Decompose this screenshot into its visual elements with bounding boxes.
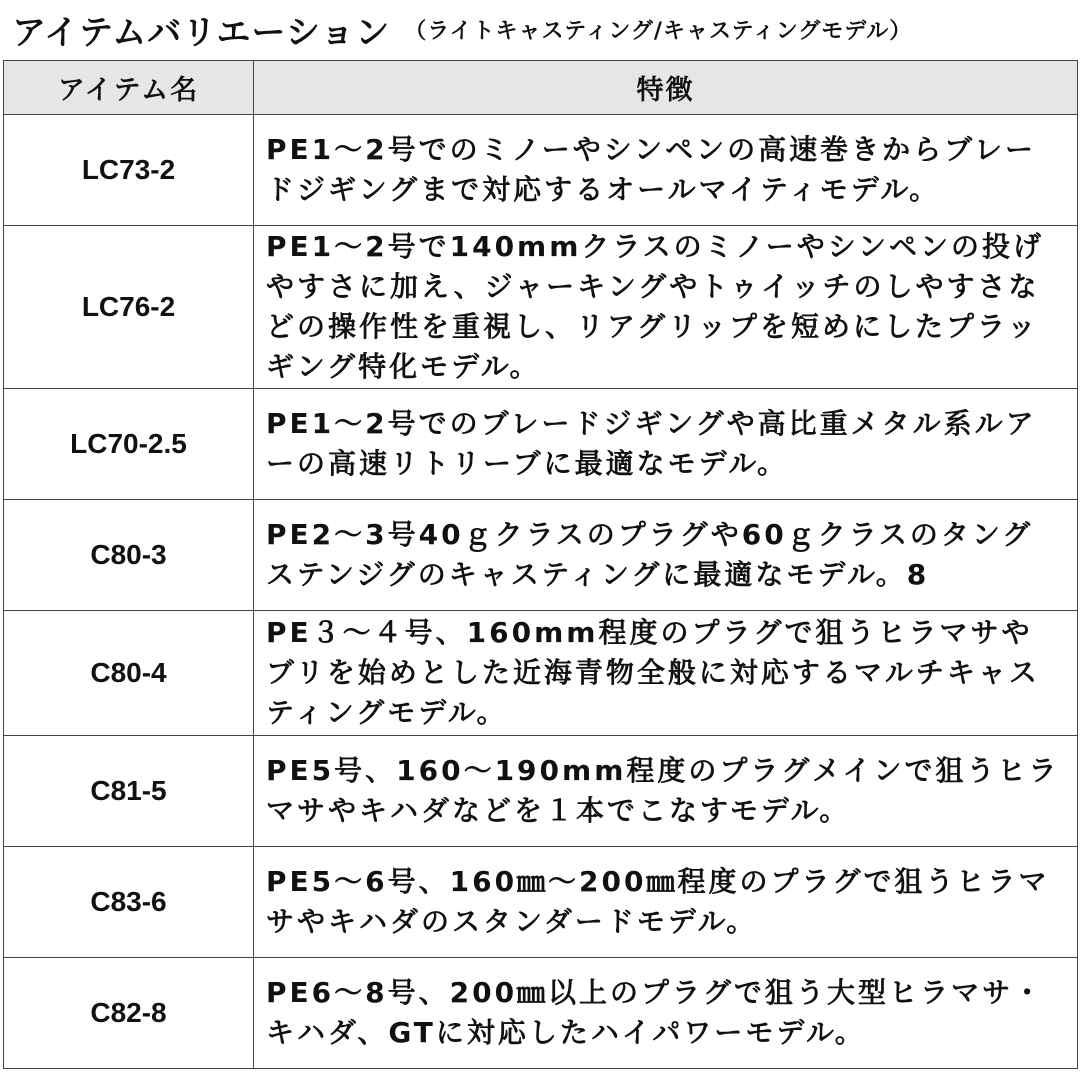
item-feature-cell: PE1～2号でのブレードジギングや高比重メタル系ルアーの高速リトリーブに最適なモデル。	[254, 389, 1078, 500]
item-feature-cell: PE6～8号、200㎜以上のプラグで狙う大型ヒラマサ・キハダ、GTに対応したハイパワーモデル。	[254, 958, 1078, 1069]
item-name-cell: C81-5	[4, 736, 254, 847]
item-name-cell: C82-8	[4, 958, 254, 1069]
item-feature-cell: PE5～6号、160㎜～200㎜程度のプラグで狙うヒラマサやキハダのスタンダードモデル。	[254, 847, 1078, 958]
table-row	[4, 115, 1078, 226]
page-subtitle: （ライトキャスティング/キャスティングモデル）	[404, 18, 913, 44]
header-feature: 特徴	[254, 61, 1078, 115]
item-name-cell: LC70-2.5	[4, 389, 254, 500]
table-row	[4, 958, 1078, 1069]
item-name-cell: C80-3	[4, 500, 254, 611]
item-name-cell: C83-6	[4, 847, 254, 958]
table-row	[4, 736, 1078, 847]
table-row	[4, 226, 1078, 389]
item-feature-cell: PE1～2号で140mmクラスのミノーやシンペンの投げやすさに加え、ジャーキングやトゥイッチのしやすさなどの操作性を重視し、リアグリップを短めにしたプラッギング特化モデル。	[254, 226, 1078, 389]
table-header-row	[4, 61, 1078, 115]
table-row	[4, 847, 1078, 958]
table-row	[4, 500, 1078, 611]
page-title-bar	[12, 0, 912, 58]
table-row	[4, 389, 1078, 500]
item-feature-cell: PE5号、160～190mm程度のプラグメインで狙うヒラマサやキハダなどを１本でこなすモデル。	[254, 736, 1078, 847]
item-name-cell: LC73-2	[4, 115, 254, 226]
item-feature-cell: PE３～４号、160mm程度のプラグで狙うヒラマサやブリを始めとした近海青物全般に対応するマルチキャスティングモデル。	[254, 611, 1078, 736]
table-row	[4, 611, 1078, 736]
item-feature-cell: PE2～3号40ｇクラスのプラグや60ｇクラスのタングステンジグのキャスティングに最適なモデル。8	[254, 500, 1078, 611]
item-feature-cell: PE1～2号でのミノーやシンペンの高速巻きからブレードジギングまで対応するオールマイティモデル。	[254, 115, 1078, 226]
page-title: アイテムバリエーション	[12, 12, 391, 53]
item-variation-table	[3, 60, 1078, 1069]
item-name-cell: C80-4	[4, 611, 254, 736]
item-name-cell: LC76-2	[4, 226, 254, 389]
header-item-name: アイテム名	[4, 61, 254, 115]
